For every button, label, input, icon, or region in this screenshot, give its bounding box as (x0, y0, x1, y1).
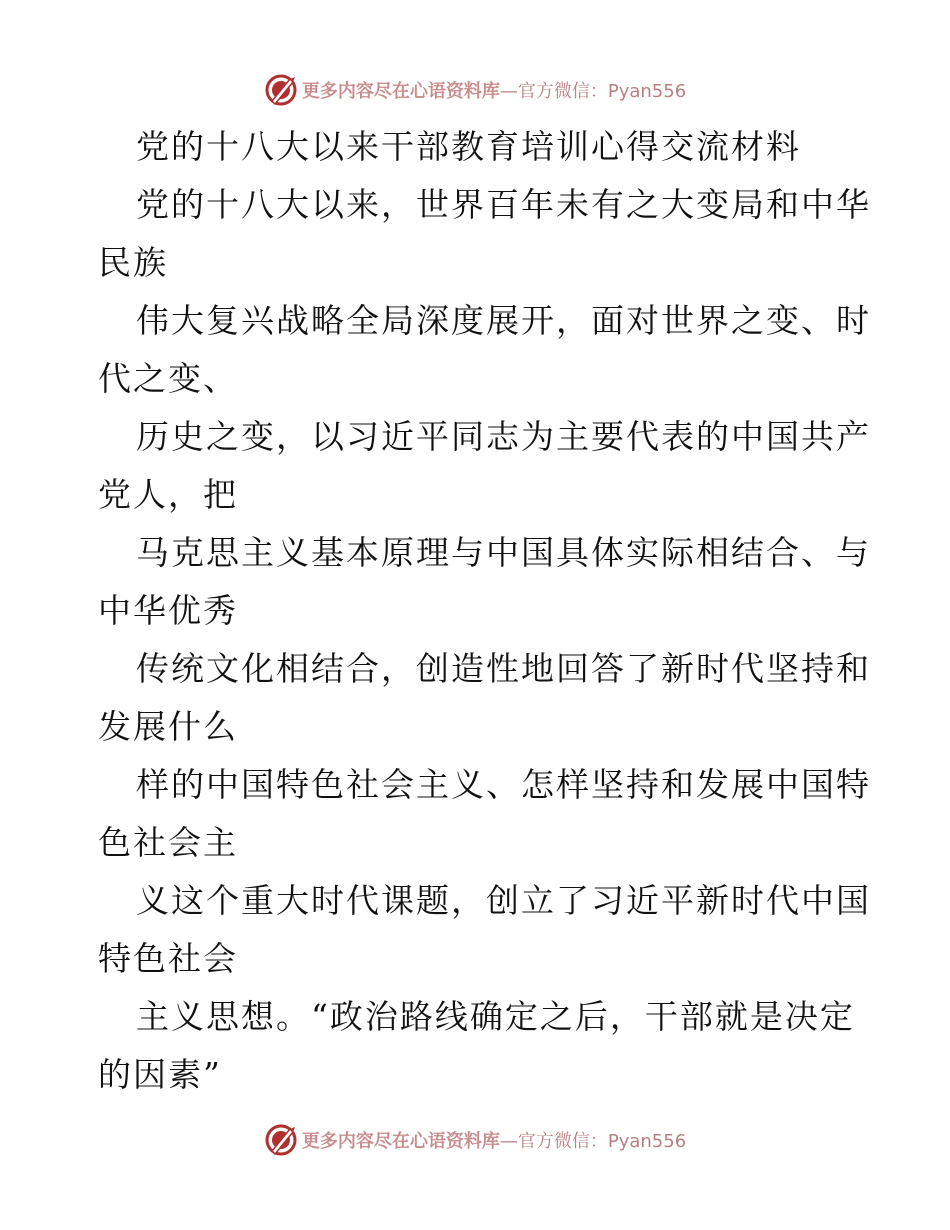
header-brand: 更多内容尽在心语资料库 (301, 81, 500, 102)
header-dash: — (499, 81, 518, 102)
paragraph-line: 马克思主义基本原理与中国具体实际相结合、与 (136, 533, 871, 572)
paragraph-line: 的因素” (98, 1055, 222, 1094)
paragraph-line: 义这个重大时代课题，创立了习近平新时代中国 (136, 881, 871, 920)
footer-brand: 更多内容尽在心语资料库 (301, 1131, 500, 1152)
header-banner (0, 70, 950, 110)
footer-dash: — (499, 1131, 518, 1152)
header-banner-text (302, 77, 686, 103)
header-contact: 官方微信：Pyan556 (517, 81, 687, 102)
paragraph-line: 特色社会 (98, 939, 238, 978)
footer-banner-text (302, 1127, 686, 1153)
footer-banner (0, 1120, 950, 1160)
paragraph-line: 中华优秀 (98, 591, 238, 630)
paragraph-line: 党的十八大以来，世界百年未有之大变局和中华 (136, 185, 871, 224)
pen-logo-icon (264, 73, 298, 107)
paragraph-line: 样的中国特色社会主义、怎样坚持和发展中国特 (136, 765, 871, 804)
document-title: 党的十八大以来干部教育培训心得交流材料 (136, 127, 801, 166)
paragraph-line: 传统文化相结合，创造性地回答了新时代坚持和 (136, 649, 871, 688)
pen-logo-icon (264, 1123, 298, 1157)
paragraph-line: 民族 (98, 243, 168, 282)
document-body (98, 118, 871, 1104)
paragraph-line: 党人，把 (98, 475, 238, 514)
paragraph-line: 伟大复兴战略全局深度展开，面对世界之变、时 (136, 301, 871, 340)
paragraph-line: 代之变、 (98, 359, 238, 398)
paragraph-line: 历史之变，以习近平同志为主要代表的中国共产 (136, 417, 871, 456)
paragraph-line: 主义思想。“政治路线确定之后，干部就是决定 (136, 997, 855, 1036)
paragraph-line: 发展什么 (98, 707, 238, 746)
footer-contact: 官方微信：Pyan556 (517, 1131, 687, 1152)
paragraph-line: 色社会主 (98, 823, 238, 862)
